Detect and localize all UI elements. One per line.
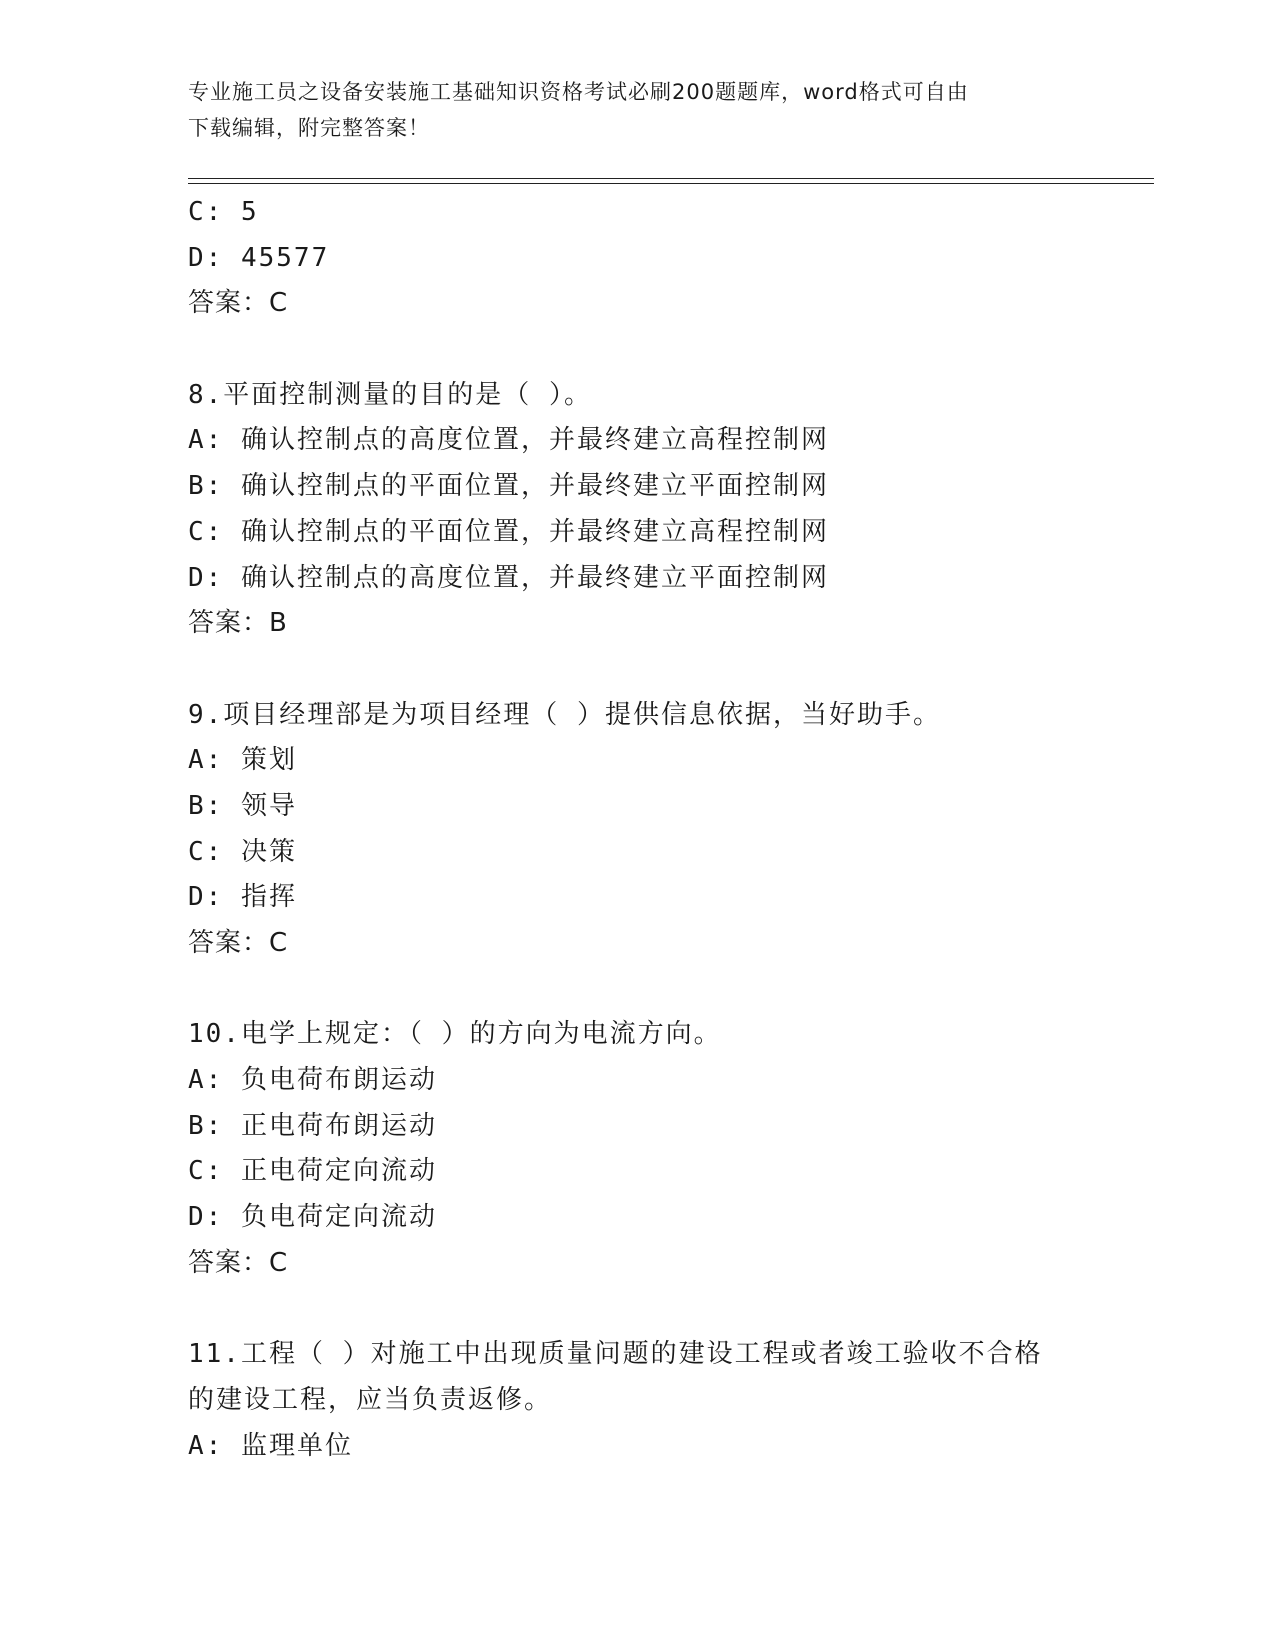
option-d: D: 指挥: [188, 882, 297, 913]
answer-line: 答案：C: [188, 928, 289, 958]
option-a: A: 确认控制点的高度位置，并最终建立高程控制网: [188, 425, 829, 456]
option-d: D: 45577: [188, 242, 330, 273]
option-b: B: 正电荷布朗运动: [188, 1110, 437, 1141]
option-c: C: 决策: [188, 836, 297, 867]
question-stem: 9.项目经理部是为项目经理（ ）提供信息依据，当好助手。: [188, 699, 941, 730]
option-d: D: 确认控制点的高度位置，并最终建立平面控制网: [188, 562, 829, 593]
answer-line: 答案：B: [188, 608, 288, 639]
option-c: C: 确认控制点的平面位置，并最终建立高程控制网: [188, 516, 829, 547]
spacer: [188, 1287, 1088, 1333]
document-header: [188, 74, 1068, 146]
option-c: C: 5: [188, 197, 259, 227]
option-d: D: 负电荷定向流动: [188, 1202, 437, 1233]
spacer: [188, 327, 1088, 373]
header-title-line-2: 下载编辑，附完整答案！: [188, 116, 430, 140]
option-b: B: 确认控制点的平面位置，并最终建立平面控制网: [188, 471, 829, 502]
question-stem-line-1: 11.工程（ ）对施工中出现质量问题的建设工程或者竣工验收不合格: [188, 1339, 1043, 1370]
option-c: C: 正电荷定向流动: [188, 1156, 437, 1187]
answer-line: 答案：C: [188, 1247, 289, 1278]
question-8: [188, 373, 1088, 647]
option-a: A: 策划: [188, 745, 297, 776]
header-divider-bottom: [188, 183, 1154, 184]
spacer: [188, 647, 1088, 693]
header-divider-top: [188, 178, 1154, 179]
spacer: [188, 967, 1088, 1013]
option-a: A: 负电荷布朗运动: [188, 1065, 437, 1096]
question-stem: 10.电学上规定：（ ）的方向为电流方向。: [188, 1019, 722, 1050]
question-stem: 8.平面控制测量的目的是（ ）。: [188, 379, 592, 410]
option-b: B: 领导: [188, 790, 297, 821]
question-list: [188, 190, 1088, 1469]
option-a: A: 监理单位: [188, 1430, 353, 1461]
question-stem-line-2: 的建设工程，应当负责返修。: [188, 1384, 553, 1415]
question-9: [188, 693, 1088, 967]
header-title-line-1: 专业施工员之设备安装施工基础知识资格考试必刷200题题库，word格式可自由: [188, 80, 969, 104]
question-11: [188, 1332, 1088, 1469]
answer-line: 答案：C: [188, 288, 289, 319]
question-10: [188, 1012, 1088, 1286]
